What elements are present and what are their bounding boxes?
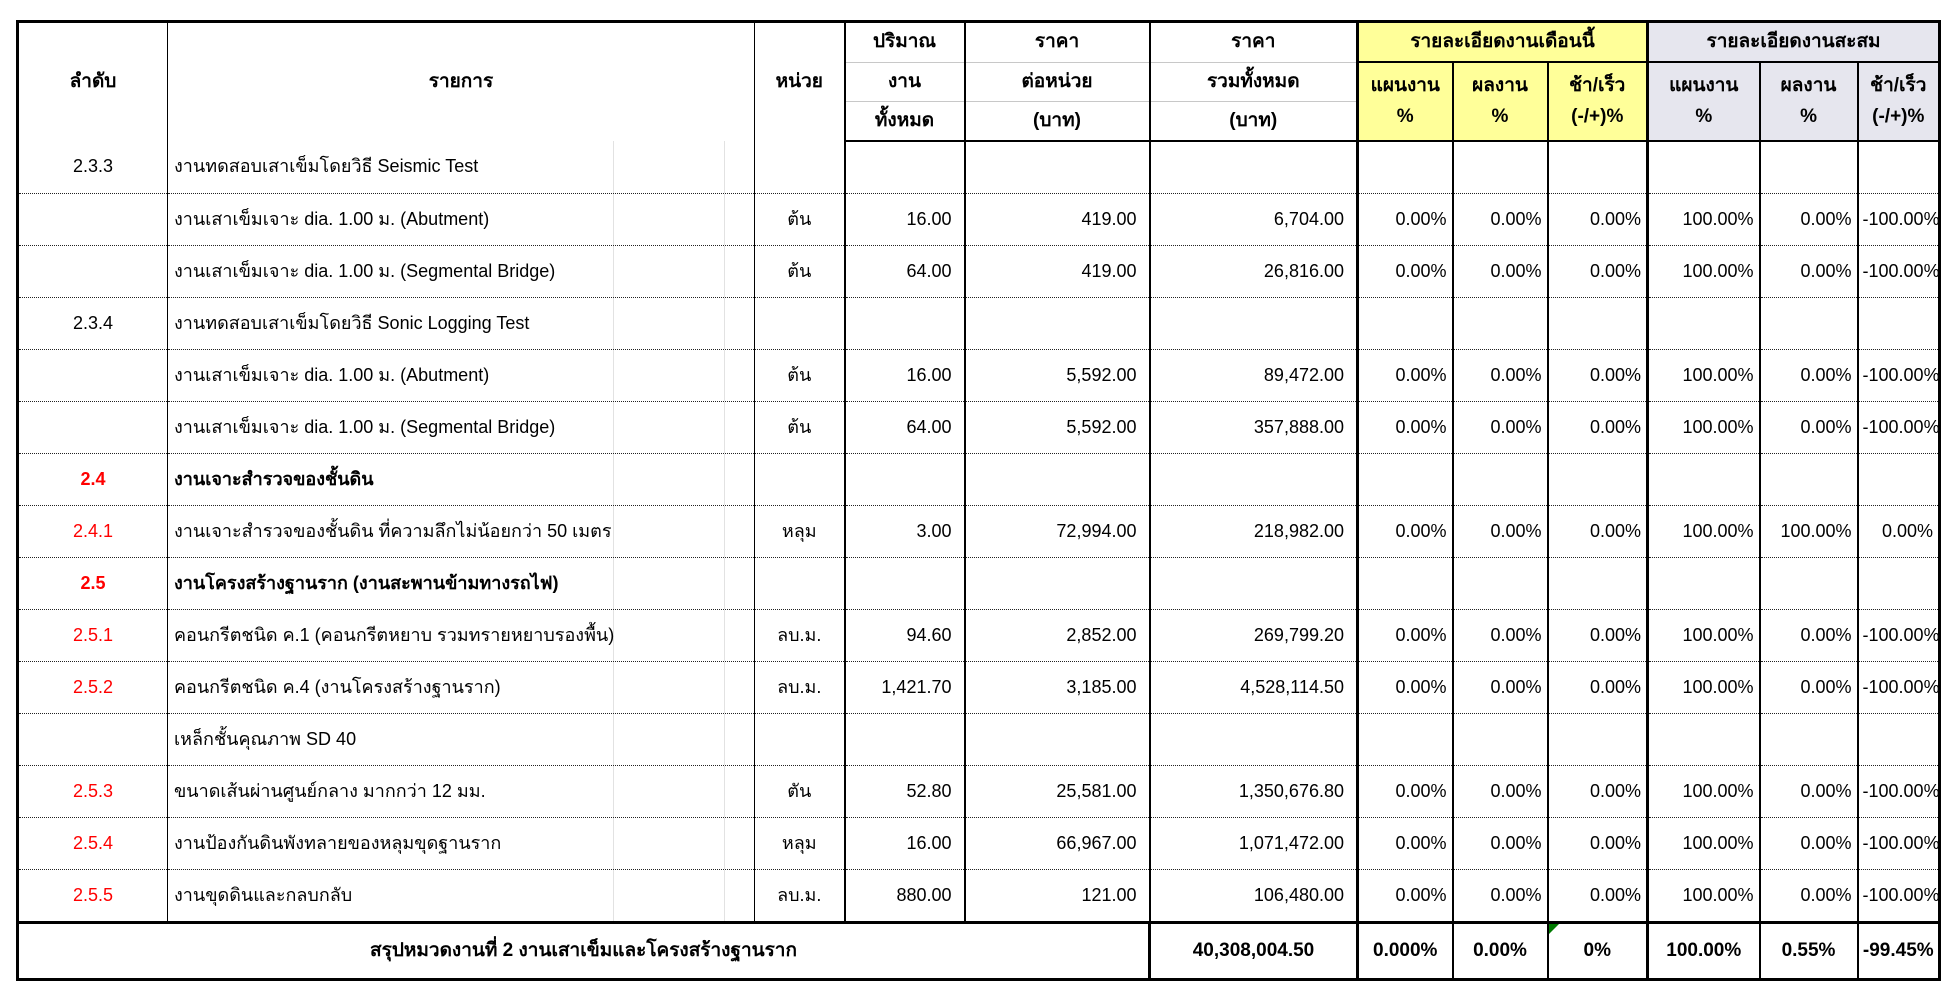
header-unit-price-line2: ต่อหน่วย [965,62,1150,101]
cell-month-actual: 0.00% [1453,609,1548,661]
cell-qty [845,297,965,349]
cell-qty: 1,421.70 [845,661,965,713]
summary-cum-delay: -99.45% [1858,922,1940,979]
cell-cum-actual: 0.00% [1760,765,1858,817]
cell-month-plan: 0.00% [1358,609,1453,661]
table-row [18,661,1940,713]
header-month-delay: ช้า/เร็ว (-/+)% [1548,62,1648,141]
cell-unit: ลบ.ม. [755,609,845,661]
cell-month-delay [1548,557,1648,609]
cell-item: งานป้องกันดินพังทลายของหลุมขุดฐานราก [168,817,755,869]
cell-cum-plan: 100.00% [1648,349,1760,401]
cell-no [18,349,168,401]
cell-unit: หลุม [755,505,845,557]
table-row [18,765,1940,817]
cell-unit-price: 72,994.00 [965,505,1150,557]
header-cumulative-group: รายละเอียดงานสะสม [1648,22,1940,63]
cell-month-actual: 0.00% [1453,245,1548,297]
cell-month-delay: 0.00% [1548,193,1648,245]
cell-month-actual: 0.00% [1453,765,1548,817]
summary-month-delay: 0% [1548,922,1648,979]
cell-item: ขนาดเส้นผ่านศูนย์กลาง มากกว่า 12 มม. [168,765,755,817]
cell-cum-delay [1858,453,1940,505]
cell-cum-delay: -100.00% [1858,401,1940,453]
header-month-group: รายละเอียดงานเดือนนี้ [1358,22,1648,63]
cell-total-price: 89,472.00 [1150,349,1358,401]
cell-month-plan: 0.00% [1358,661,1453,713]
cell-item: งานขุดดินและกลบกลับ [168,869,755,922]
cell-total-price: 106,480.00 [1150,869,1358,922]
header-unit-price-line3: (บาท) [965,101,1150,141]
cell-month-actual: 0.00% [1453,193,1548,245]
cell-no: 2.5.3 [18,765,168,817]
cell-unit-price: 66,967.00 [965,817,1150,869]
cell-cum-delay: -100.00% [1858,817,1940,869]
cell-month-actual [1453,557,1548,609]
cell-month-actual: 0.00% [1453,401,1548,453]
cell-no: 2.4.1 [18,505,168,557]
cell-comment-indicator-icon [1549,924,1559,934]
cell-month-delay: 0.00% [1548,661,1648,713]
cell-qty [845,453,965,505]
table-row [18,297,1940,349]
cell-month-plan [1358,557,1453,609]
cell-no [18,193,168,245]
cell-unit: ต้น [755,401,845,453]
table-row [18,245,1940,297]
cell-unit [755,453,845,505]
cell-unit: หลุม [755,817,845,869]
cell-cum-plan: 100.00% [1648,609,1760,661]
cell-no: 2.4 [18,453,168,505]
table-row [18,453,1940,505]
cell-month-delay: 0.00% [1548,349,1648,401]
cell-cum-actual: 0.00% [1760,401,1858,453]
header-qty-line1: ปริมาณ [845,22,965,63]
cell-month-plan: 0.00% [1358,505,1453,557]
cell-cum-delay [1858,713,1940,765]
cell-unit: ต้น [755,349,845,401]
cell-total-price: 218,982.00 [1150,505,1358,557]
cell-total-price: 1,350,676.80 [1150,765,1358,817]
cell-qty: 64.00 [845,401,965,453]
cell-total-price: 357,888.00 [1150,401,1358,453]
cell-item: เหล็กชั้นคุณภาพ SD 40 [168,713,755,765]
cell-cum-plan [1648,141,1760,194]
cell-qty: 94.60 [845,609,965,661]
cell-cum-actual [1760,557,1858,609]
cell-cum-delay [1858,557,1940,609]
cell-cum-delay [1858,297,1940,349]
cell-cum-actual: 0.00% [1760,661,1858,713]
cell-cum-plan: 100.00% [1648,765,1760,817]
cell-month-delay [1548,297,1648,349]
cell-month-plan: 0.00% [1358,245,1453,297]
cell-month-plan: 0.00% [1358,349,1453,401]
cell-cum-actual [1760,141,1858,194]
cell-unit [755,557,845,609]
cell-cum-plan [1648,297,1760,349]
cell-month-plan [1358,453,1453,505]
cell-cum-delay: -100.00% [1858,245,1940,297]
cell-cum-actual [1760,713,1858,765]
summary-total-price: 40,308,004.50 [1150,922,1358,979]
table-row [18,869,1940,922]
cell-no [18,245,168,297]
cell-item: งานเสาเข็มเจาะ dia. 1.00 ม. (Abutment) [168,349,755,401]
header-cum-plan: แผนงาน % [1648,62,1760,141]
cell-cum-delay: -100.00% [1858,765,1940,817]
summary-month-actual: 0.00% [1453,922,1548,979]
cell-month-delay: 0.00% [1548,869,1648,922]
header-unit-price-line1: ราคา [965,22,1150,63]
cell-unit [755,141,845,194]
cell-qty [845,557,965,609]
cell-unit [755,297,845,349]
cell-unit-price [965,141,1150,194]
cell-no: 2.5.2 [18,661,168,713]
cell-no: 2.5.1 [18,609,168,661]
header-unit: หน่วย [755,22,845,141]
cell-qty: 52.80 [845,765,965,817]
cell-cum-delay [1858,141,1940,194]
cell-month-plan [1358,713,1453,765]
cell-unit: ลบ.ม. [755,661,845,713]
cell-cum-plan [1648,713,1760,765]
cell-total-price: 4,528,114.50 [1150,661,1358,713]
cell-cum-delay: -100.00% [1858,349,1940,401]
cell-qty: 880.00 [845,869,965,922]
cell-total-price [1150,297,1358,349]
cell-month-actual [1453,713,1548,765]
cell-no: 2.5.5 [18,869,168,922]
header-cum-actual: ผลงาน % [1760,62,1858,141]
cell-month-delay: 0.00% [1548,765,1648,817]
cell-cum-actual: 100.00% [1760,505,1858,557]
summary-label: สรุปหมวดงานที่ 2 งานเสาเข็มและโครงสร้างฐานราก [18,922,1150,979]
cell-month-actual: 0.00% [1453,661,1548,713]
cell-unit-price: 419.00 [965,193,1150,245]
cell-month-delay [1548,713,1648,765]
cell-total-price [1150,557,1358,609]
cell-no: 2.3.4 [18,297,168,349]
cell-unit: ต้น [755,245,845,297]
cell-no: 2.5 [18,557,168,609]
table-row [18,141,1940,194]
header-qty-line2: งาน [845,62,965,101]
cell-cum-actual: 0.00% [1760,193,1858,245]
cell-unit-price [965,453,1150,505]
cell-cum-delay: -100.00% [1858,869,1940,922]
cell-unit: ตัน [755,765,845,817]
cell-unit-price: 5,592.00 [965,349,1150,401]
cell-month-delay: 0.00% [1548,401,1648,453]
cell-item: งานเสาเข็มเจาะ dia. 1.00 ม. (Abutment) [168,193,755,245]
cell-month-plan: 0.00% [1358,193,1453,245]
cell-item: งานทดสอบเสาเข็มโดยวิธี Sonic Logging Test [168,297,755,349]
cell-qty [845,713,965,765]
cell-qty: 16.00 [845,193,965,245]
cell-month-delay: 0.00% [1548,245,1648,297]
table-row [18,713,1940,765]
cell-cum-plan: 100.00% [1648,505,1760,557]
cell-month-delay: 0.00% [1548,505,1648,557]
cell-unit-price [965,557,1150,609]
table-row [18,557,1940,609]
header-total-price-line1: ราคา [1150,22,1358,63]
cell-month-plan: 0.00% [1358,869,1453,922]
cell-month-actual: 0.00% [1453,869,1548,922]
header-qty-line3: ทั้งหมด [845,101,965,141]
cell-unit-price: 2,852.00 [965,609,1150,661]
cell-item: คอนกรีตชนิด ค.4 (งานโครงสร้างฐานราก) [168,661,755,713]
header-cum-delay: ช้า/เร็ว (-/+)% [1858,62,1940,141]
cell-month-actual: 0.00% [1453,349,1548,401]
table-header [18,22,1940,141]
cell-cum-delay: -100.00% [1858,193,1940,245]
cell-item: คอนกรีตชนิด ค.1 (คอนกรีตหยาบ รวมทรายหยาบรองพื้น) [168,609,755,661]
cell-item: งานโครงสร้างฐานราก (งานสะพานข้ามทางรถไฟ) [168,557,755,609]
cell-cum-plan [1648,557,1760,609]
cell-unit-price: 5,592.00 [965,401,1150,453]
header-no: ลำดับ [18,22,168,141]
cell-unit-price: 121.00 [965,869,1150,922]
cell-item: งานทดสอบเสาเข็มโดยวิธี Seismic Test [168,141,755,194]
cell-cum-plan [1648,453,1760,505]
cell-cum-actual: 0.00% [1760,609,1858,661]
cell-cum-actual: 0.00% [1760,349,1858,401]
summary-row [18,922,1940,979]
cell-unit: ลบ.ม. [755,869,845,922]
header-item: รายการ [168,22,755,141]
cell-month-plan: 0.00% [1358,817,1453,869]
cell-month-actual: 0.00% [1453,817,1548,869]
progress-table [16,20,1941,981]
table-row [18,817,1940,869]
cell-cum-actual [1760,297,1858,349]
cell-total-price [1150,141,1358,194]
summary-month-plan: 0.000% [1358,922,1453,979]
table-row [18,505,1940,557]
cell-cum-plan: 100.00% [1648,401,1760,453]
cell-month-actual [1453,453,1548,505]
cell-unit [755,713,845,765]
table-row [18,609,1940,661]
cell-no [18,713,168,765]
cell-cum-delay: -100.00% [1858,661,1940,713]
cell-unit-price: 25,581.00 [965,765,1150,817]
cell-no: 2.5.4 [18,817,168,869]
cell-cum-plan: 100.00% [1648,869,1760,922]
cell-cum-plan: 100.00% [1648,245,1760,297]
cell-cum-plan: 100.00% [1648,661,1760,713]
cell-item: งานเจาะสำรวจของชั้นดิน ที่ความลึกไม่น้อยกว่า 50 เมตร [168,505,755,557]
cell-unit-price [965,297,1150,349]
cell-unit-price: 3,185.00 [965,661,1150,713]
table-row [18,349,1940,401]
cell-cum-actual [1760,453,1858,505]
work-progress-table [16,20,1958,981]
cell-no [18,401,168,453]
cell-month-plan [1358,141,1453,194]
cell-month-plan: 0.00% [1358,401,1453,453]
cell-no: 2.3.3 [18,141,168,194]
cell-total-price: 1,071,472.00 [1150,817,1358,869]
cell-item: งานเสาเข็มเจาะ dia. 1.00 ม. (Segmental Bridge) [168,401,755,453]
table-row [18,401,1940,453]
header-total-price-line3: (บาท) [1150,101,1358,141]
cell-cum-delay: 0.00% [1858,505,1940,557]
cell-month-delay [1548,141,1648,194]
cell-cum-delay: -100.00% [1858,609,1940,661]
cell-item: งานเสาเข็มเจาะ dia. 1.00 ม. (Segmental Bridge) [168,245,755,297]
cell-cum-plan: 100.00% [1648,817,1760,869]
summary-cum-actual: 0.55% [1760,922,1858,979]
table-row [18,193,1940,245]
header-month-actual: ผลงาน % [1453,62,1548,141]
cell-cum-actual: 0.00% [1760,245,1858,297]
cell-month-plan [1358,297,1453,349]
cell-total-price [1150,713,1358,765]
cell-unit: ต้น [755,193,845,245]
cell-month-plan: 0.00% [1358,765,1453,817]
cell-qty: 16.00 [845,349,965,401]
cell-cum-actual: 0.00% [1760,869,1858,922]
cell-qty: 3.00 [845,505,965,557]
summary-cum-plan: 100.00% [1648,922,1760,979]
cell-cum-actual: 0.00% [1760,817,1858,869]
table-body [18,141,1940,923]
cell-month-actual [1453,141,1548,194]
cell-total-price: 269,799.20 [1150,609,1358,661]
cell-total-price: 6,704.00 [1150,193,1358,245]
cell-item: งานเจาะสำรวจของชั้นดิน [168,453,755,505]
cell-unit-price: 419.00 [965,245,1150,297]
cell-month-delay [1548,453,1648,505]
cell-cum-plan: 100.00% [1648,193,1760,245]
cell-month-actual: 0.00% [1453,505,1548,557]
cell-qty: 16.00 [845,817,965,869]
cell-total-price [1150,453,1358,505]
header-month-plan: แผนงาน % [1358,62,1453,141]
cell-month-delay: 0.00% [1548,817,1648,869]
cell-total-price: 26,816.00 [1150,245,1358,297]
cell-qty: 64.00 [845,245,965,297]
header-total-price-line2: รวมทั้งหมด [1150,62,1358,101]
cell-unit-price [965,713,1150,765]
cell-qty [845,141,965,194]
cell-month-delay: 0.00% [1548,609,1648,661]
cell-month-actual [1453,297,1548,349]
